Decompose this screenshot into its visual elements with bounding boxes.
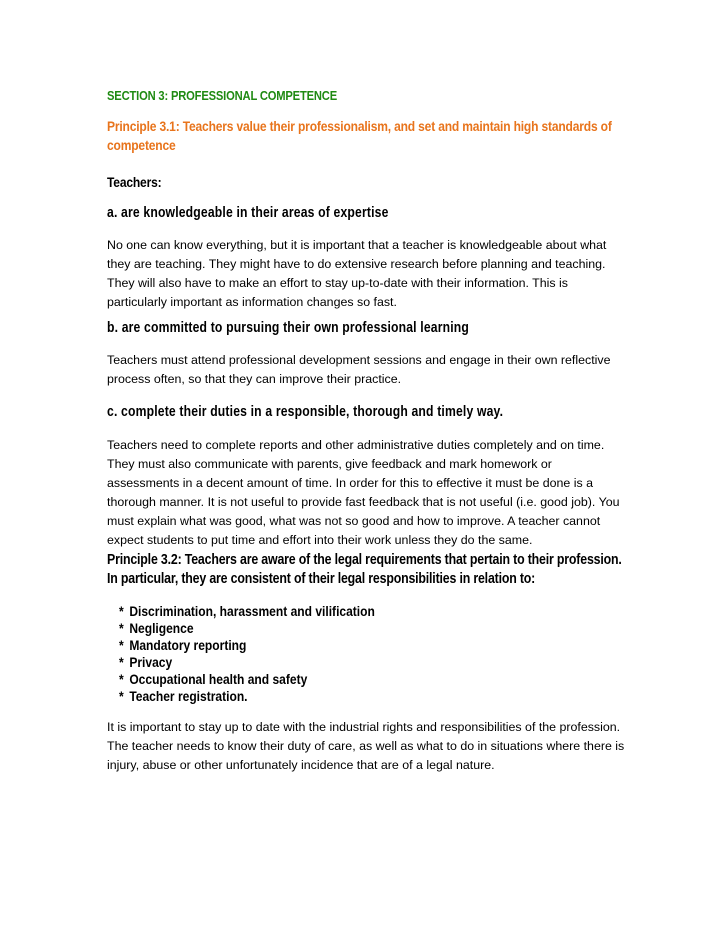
list-item-label: Occupational health and safety xyxy=(129,671,308,687)
bullet-marker: * xyxy=(119,620,124,636)
item-a-paragraph: No one can know everything, but it is important that a teacher is knowledgeable about what they are teaching. They might have to do extensive research before planning and teaching. They will also have to make an effort to stay up-to-date with their information. This is particularly important as information changes so fast. xyxy=(107,238,607,309)
section-title: SECTION 3: PROFESSIONAL COMPETENCE xyxy=(107,88,338,103)
list-item-label: Discrimination, harassment and vilification xyxy=(129,603,375,619)
list-item xyxy=(119,603,562,620)
item-c-paragraph: Teachers need to complete reports and other administrative duties completely and on time. They must also communicate with parents, give feedback and mark homework or assessments in a decent amount of time. In order for this to effective it must be done is a thorough manner. It is not useful to provide fast feedback that is not useful (i.e. good job). You must explain what was good, what was not so good and how to improve. A teacher cannot expect students to put time and effort into their work unless they do the same. xyxy=(107,438,620,547)
list-item xyxy=(119,671,562,688)
bullet-marker: * xyxy=(119,654,124,670)
principle-3-2-heading: Principle 3.2: Teachers are aware of the legal requirements that pertain to their profession. In particular, they are consistent of their legal responsibilities in relation to: xyxy=(107,552,622,587)
bullet-marker: * xyxy=(119,671,124,687)
item-b-heading: b. are committed to pursuing their own professional learning xyxy=(107,320,469,336)
list-item xyxy=(119,688,562,705)
principle-3-1-heading: Principle 3.1: Teachers value their professionalism, and set and maintain high standards of competence xyxy=(107,118,612,153)
bullet-marker: * xyxy=(119,603,124,619)
list-item-label: Teacher registration. xyxy=(129,688,248,704)
list-item-label: Mandatory reporting xyxy=(129,637,247,653)
legal-responsibilities-list xyxy=(119,603,634,705)
bullet-marker: * xyxy=(119,688,124,704)
item-b-paragraph: Teachers must attend professional development sessions and engage in their own reflective process often, so that they can improve their practice. xyxy=(107,353,611,386)
list-item-label: Negligence xyxy=(129,620,194,636)
list-item xyxy=(119,637,562,654)
list-item xyxy=(119,654,562,671)
bullet-marker: * xyxy=(119,637,124,653)
item-c-heading: c. complete their duties in a responsible, thorough and timely way. xyxy=(107,404,504,420)
list-item-label: Privacy xyxy=(129,654,173,670)
closing-paragraph: It is important to stay up to date with the industrial rights and responsibilities of the profession. The teacher needs to know their duty of care, as well as what to do in situations where there is injury, abuse or other unfortunately incidence that are of a legal nature. xyxy=(107,720,625,772)
item-a-heading: a. are knowledgeable in their areas of expertise xyxy=(107,205,389,221)
list-item xyxy=(119,620,562,637)
teachers-label: Teachers: xyxy=(107,174,162,190)
